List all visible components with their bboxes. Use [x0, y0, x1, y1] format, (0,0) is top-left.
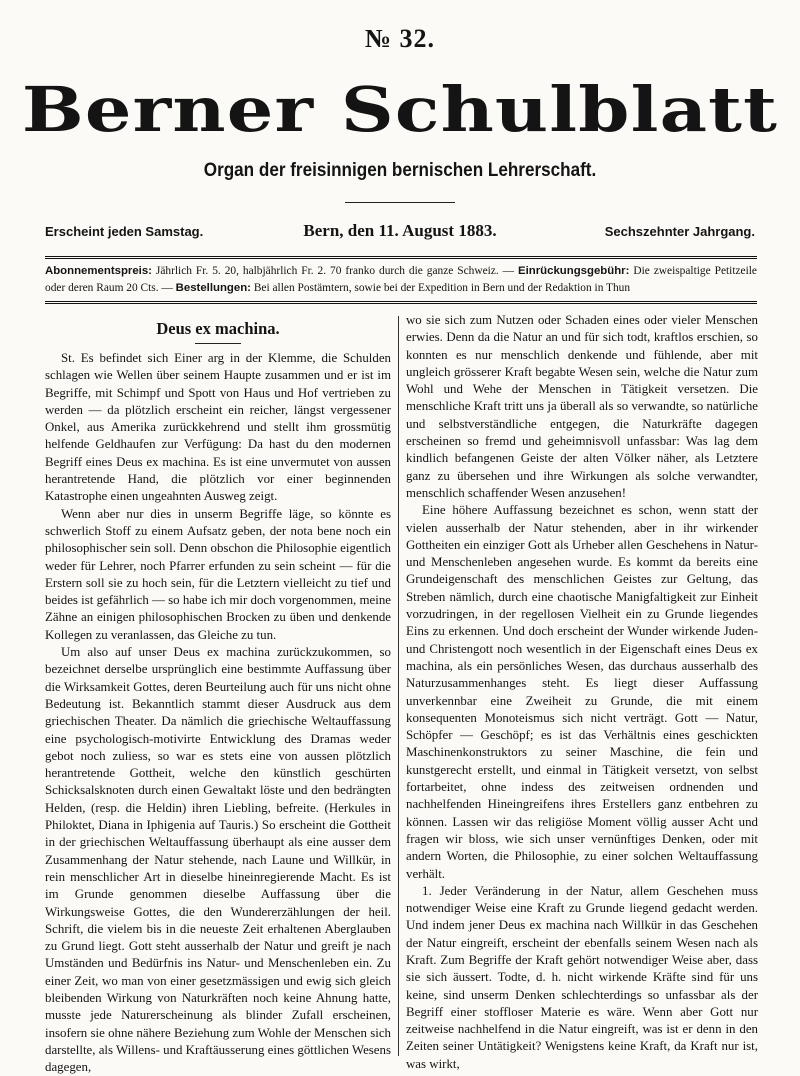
insertion-fee-text: Die zweispaltige Petitzeile oder deren Raum 20 Cts. —: [45, 265, 757, 294]
issue-number: № 32.: [364, 24, 436, 53]
subscription-price-text: Jährlich Fr. 5. 20, halbjährlich Fr. 2. 70 franko durch die ganze Schweiz. —: [151, 265, 518, 277]
orders-label: Bestellungen:: [175, 282, 251, 294]
insertion-fee-label: Einrückungsgebühr:: [518, 265, 630, 277]
column-divider: [398, 316, 399, 1056]
article-paragraph: Eine höhere Auffassung bezeichnet es schon, wenn statt der vielen ausserhalb der Natur stehenden, aber in ihr wirkender Gottheiten ein einziger Gott als Urheber allen Geschehens in Natur- und Menschenleben angesehen wurde. Es kommt da bereits eine Grundeigenschaft des menschlichen Geistes zur Geltung, das Streben nämlich, durch eine chaotische Manigfaltigkeit zur Einheit vorzudringen, in der regellosen Vielheit ein zu Grunde liegendes Eins zu erkennen. Und doch erscheint der Wunder wirkende Juden- und Christengott noch wesentlich in der Eigenschaft eines Deus ex machina, als ein persönliches Wesen, das durchaus ausserhalb des Naturzusammenhanges steht. Es liegt dieser Auffassung unverkennbar eine Zweiheit zu Grunde, die mit einem konsequenten Monoteismus sich nicht verträgt. Gott — Natur, Schöpfer — Geschöpf; es ist das Verhältnis eines geschickten Maschinenkonstruktors zu seiner Maschine, die fein und kunstgerecht erstellt, und einmal in Tätigkeit versetzt, von selbst fortarbeitet, ohne indess des zeitweisen ordnenden und nachhelfenden Hineingreifens ihres Erstellers ganz entbehren zu können. Lassen wir das religiöse Moment völlig ausser Acht und fragen wir bloss, wie sich unser vernünftiges Denken, oder mit andern Worten, die Philosophie, zu einer solchen Weltauffassung verhält.: [406, 503, 758, 881]
subscription-bottom-rule: [45, 301, 757, 304]
dateline: [45, 221, 755, 245]
place-date: Bern, den 11. August 1883.: [303, 221, 497, 240]
subscription-info: [45, 263, 757, 297]
header-divider: [345, 202, 455, 203]
subscription-top-rule: [45, 256, 757, 259]
article-paragraph: wo sie sich zum Nutzen oder Schaden eines oder vieler Menschen erwies. Denn da die Natur an und für sich todt, kraftlos erschien, so konnten es nur menschlich denkende und fühlende, aber mit ungleich grösserer Kraft begabte Wesen sein, welche die Natur zum Wohl und Wehe der Menschen in Tätigkeit versetzen. Die menschliche Kraft tritt uns ja überall als so verwandte, so natürliche und selbstverständliche entgegen, die Naturkräfte dagegen erscheinen so fremd und geheimnisvoll unfassbar: Was lag dem kindlich befangenen Geiste der alten Völker näher, als Letztere ganz zu übersehen und ihre Wirkungen als solche verwandter, menschlich schaffender Wesen anzusehen!: [406, 313, 758, 500]
volume-year: Sechszehnter Jahrgang.: [604, 224, 755, 239]
newspaper-subtitle: Organ der freisinnigen bernischen Lehrerschaft.: [203, 160, 597, 181]
article-title-rule: [195, 343, 241, 344]
article-paragraph: 1. Jeder Veränderung in der Natur, allem Geschehen muss notwendiger Weise eine Kraft zu Grunde liegend gedacht werden. Und indem jener Deus ex machina nach Willkür in das Geschehen der Natur eingreift, erscheint der ebenfalls seinem Wesen nach als Kraft. Zum Begriffe der Kraft gehört notwendiger Weise aber, dass sie sich äussert. Todte, d. h. nicht wirkende Kräfte sind für uns keine, sind unserm Denken schlechterdings so unfassbar als der Begriff einer stoffloser Materie es wäre. Wenn aber Gott nur zeitweise nachhelfend in die Natur eingreift, was ist er denn in den Zeiten seiner Untätigkeit? Wenigstens keine Kraft, da Kraft nur ist, was wirkt,: [406, 883, 758, 1071]
article-paragraph: Um also auf unser Deus ex machina zurückzukommen, so bezeichnet derselbe ursprünglich eine bestimmte Auffassung über die Wirksamkeit Gottes, deren Beurteilung auch für uns nicht ohne Bedeutung ist. Bekanntlich stammt dieser Ausdruck aus dem griechischen Theater. Da nämlich die griechische Weltauffassung eine psychologisch-motivirte Entwicklung des Dramas weder gebot noch zuliess, so war es stets eine von aussen plötzlich herantretende Gottheit, welche den künstlich geschürten Schicksalsknoten durch einen Gewaltakt löste und den bedrängten Helden, (resp. die Heldin) ihren Liebling, befreite. (Herkules in Philoktet, Diana in Iphigenia auf Tauris.) So erscheint die Gottheit in der griechischen Weltauffassung überhaupt als eine ausser dem Zusammenhang der Natur stehende, nach Laune und Willkür, in rein menschlicher Art in dieselbe hineinregierende Macht. Es ist im Grunde genommen dieselbe Auffassung über die Wirkungsweise Gottes, die den Wundererzählungen der heil. Schrift, die vielem bis in die neueste Zeit erhaltenen Aberglauben zu Grund liegt. Gott steht ausserhalb der Natur und greift je nach Umständen und Bedürfnis ins Natur- und Menschenleben ein. Zu einer Zeit, wo man von einer gesetzmässigen und ewig sich gleich bleibenden Wirkung von Naturkräften noch keine Ahnung hatte, musste jede Naturerscheinung als blinder Zufall erscheinen, insofern sie ohne nähere Beziehung zum Wohle der Menschen sich darstellte, als Willens- und Kraftäusserung eines göttlichen Wesens dagegen,: [45, 645, 391, 1075]
publication-frequency: Erscheint jeden Samstag.: [45, 224, 204, 239]
article-column-right: [406, 312, 758, 1073]
newspaper-title: Berner Schulblatt: [21, 73, 779, 146]
orders-text: Bei allen Postämtern, sowie bei der Expedition in Bern und der Redaktion in Thun: [250, 282, 631, 294]
article-title: Deus ex machina.: [156, 319, 280, 338]
article-paragraph: St. Es befindet sich Einer arg in der Klemme, die Schulden schlagen wie Wellen über seinem Haupte zusammen und er ist im Begriffe, mit Schimpf und Spott von Haus und Hof vertrieben zu werden — da plötzlich erscheint ein reicher, längst vergessener Onkel, aus Amerika zurückkehrend und stellt ihm grossmütig helfende Geldhaufen zur Verfügung: Da hast du den modernen Begriff eines Deus ex machina. Es ist eine unvermutet von aussen herantretende Hand, die plötzlich vor einer beginnenden Katastrophe einen ungeahnten Ausweg zeigt.: [45, 351, 391, 504]
article-column-left: [45, 312, 391, 1076]
subscription-price-label: Abonnementspreis:: [45, 265, 152, 277]
article-paragraph: Wenn aber nur dies in unserm Begriffe läge, so könnte es schwerlich Stoff zu einem Aufsatz geben, der nota bene noch ein philosophischer sein soll. Denn obschon die Philosophie eigentlich weder für Lehrer, noch Pfarrer erfunden zu sein scheint — für die Erstern soll sie zu hoch sein, für die Letztern vielleicht zu tief und beides ist gefährlich — so habe ich mir doch vorgenommen, meine Zähne an einigen philosophischen Brocken zu üben und denkende Kollegen zu veranlassen, das Gleiche zu tun.: [45, 506, 391, 642]
